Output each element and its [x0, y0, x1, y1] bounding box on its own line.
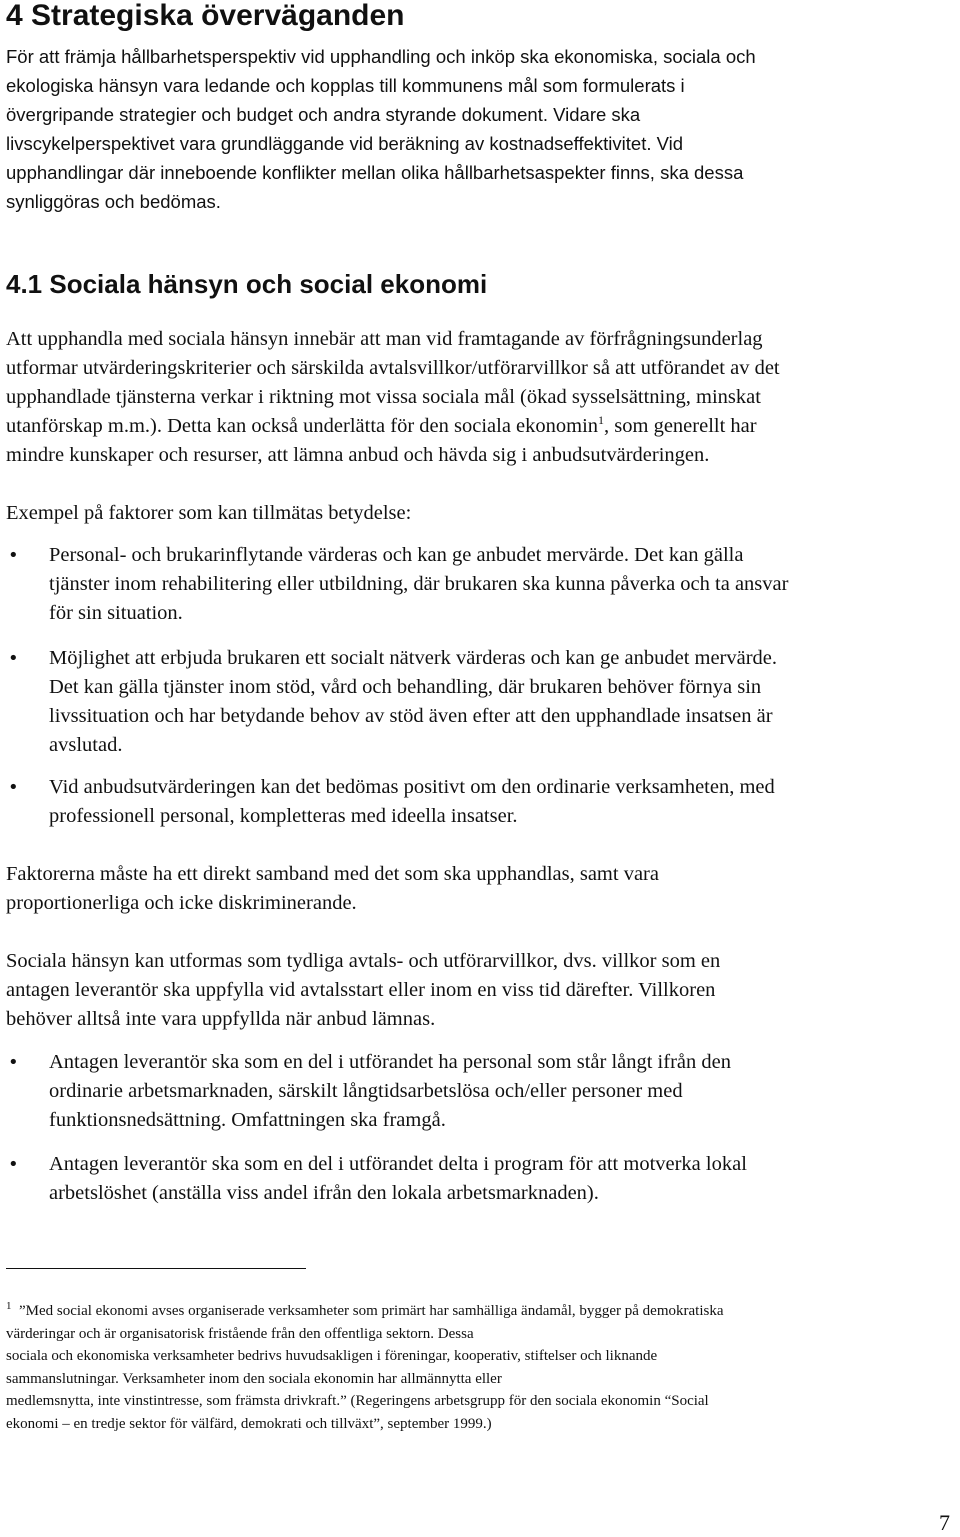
- paragraph-line: antagen leverantör ska uppfylla vid avtalsstart eller inom en viss tid därefter. Villkoren: [6, 979, 716, 1001]
- list-item-line: professionell personal, kompletteras med ideella insatser.: [49, 805, 518, 827]
- intro-paragraph: [6, 42, 952, 216]
- list-item-line: livssituation och har betydande behov av stöd även efter att den upphandlade insatsen är: [49, 705, 773, 727]
- examples-intro: Exempel på faktorer som kan tillmätas betydelse:: [6, 502, 412, 524]
- footnote: [6, 1300, 952, 1435]
- paragraph-line: upphandlade tjänsterna verkar i riktning mot vissa sociala mål (ökad sysselsättning, minskat: [6, 386, 761, 408]
- list-item-line: avslutad.: [49, 734, 123, 756]
- footnote-marker: 1: [6, 1300, 12, 1312]
- paragraph-line: behöver alltså inte vara uppfyllda när anbud lämnas.: [6, 1008, 436, 1030]
- footnote-text: ”Med social ekonomi avses organiserade verksamheter som primärt har samhälliga ändamål, bygger på demokratiska: [19, 1303, 724, 1319]
- footnote-line: sammanslutningar. Verksamheter inom den sociala ekonomin har allmännytta eller: [6, 1370, 502, 1387]
- footnote-line: medlemsnytta, inte vinstintresse, som främsta drivkraft.” (Regeringens arbetsgrupp för den sociala ekonomin “Social: [6, 1393, 709, 1409]
- paragraph-line: Faktorerna måste ha ett direkt samband med det som ska upphandlas, samt vara: [6, 863, 659, 885]
- list-item-line: arbetslöshet (anställa viss andel ifrån den lokala arbetsmarknaden).: [49, 1182, 599, 1204]
- list-item-line: ordinarie arbetsmarknaden, särskilt långtidsarbetslösa och/eller personer med: [49, 1080, 683, 1102]
- list-item-line: funktionsnedsättning. Omfattningen ska framgå.: [49, 1109, 446, 1131]
- page-number: 7: [939, 1510, 950, 1535]
- intro-line: livscykelperspektivet vara grundläggande vid beräkning av kostnadseffektivitet. Vid: [6, 133, 684, 154]
- footnote-divider: [6, 1268, 306, 1269]
- list-item-line: Möjlighet att erbjuda brukaren ett socialt nätverk värderas och kan ge anbudet mervärde.: [49, 647, 778, 669]
- intro-line: För att främja hållbarhetsperspektiv vid upphandling och inköp ska ekonomiska, sociala och: [6, 46, 756, 67]
- paragraph-line: Att upphandla med sociala hänsyn innebär att man vid framtagande av förfrågningsunderlag: [6, 328, 763, 350]
- paragraph-line: proportionerliga och icke diskriminerande.: [6, 892, 357, 914]
- footnote-line: sociala och ekonomiska verksamheter bedrivs huvudsakligen i föreningar, kooperativ, stiftelser och liknande: [6, 1348, 658, 1364]
- factors-paragraph: [6, 860, 952, 918]
- list-item-line: Vid anbudsutvärderingen kan det bedömas positivt om den ordinarie verksamheten, med: [49, 776, 775, 798]
- conditions-paragraph: [6, 947, 952, 1034]
- list-item-line: Det kan gälla tjänster inom stöd, vård och behandling, där brukaren behöver förnya sin: [49, 676, 762, 698]
- paragraph-line: [6, 412, 952, 441]
- section-heading: 4 Strategiska överväganden: [6, 0, 405, 32]
- list-item-line: Personal- och brukarinflytande värderas och kan ge anbudet mervärde. Det kan gälla: [49, 544, 744, 566]
- bullet-icon: •: [8, 648, 19, 669]
- bullet-icon: •: [8, 777, 19, 798]
- paragraph-line: Sociala hänsyn kan utformas som tydliga avtals- och utförarvillkor, dvs. villkor som en: [6, 950, 721, 972]
- paragraph-line: utformar utvärderingskriterier och särskilda avtalsvillkor/utförarvillkor så att utförandet av det: [6, 357, 780, 379]
- footnote-line: [6, 1300, 952, 1323]
- social-paragraph: [6, 325, 952, 470]
- bullet-icon: •: [8, 1154, 19, 1175]
- paragraph-text: utanförskap m.m.). Detta kan också underlätta för den sociala ekonomin: [6, 415, 599, 437]
- list-item-line: Antagen leverantör ska som en del i utförandet delta i program för att motverka lokal: [49, 1153, 747, 1175]
- intro-line: övergripande strategier och budget och andra styrande dokument. Vidare ska: [6, 104, 641, 125]
- intro-line: synliggöras och bedömas.: [6, 191, 221, 212]
- paragraph-text: , som generellt har: [604, 415, 757, 437]
- subsection-heading: 4.1 Sociala hänsyn och social ekonomi: [6, 269, 488, 299]
- footnote-reference[interactable]: 1: [598, 413, 605, 428]
- footnote-line: ekonomi – en tredje sektor för välfärd, demokrati och tillväxt”, september 1999.): [6, 1415, 492, 1432]
- paragraph-line: mindre kunskaper och resurser, att lämna anbud och hävda sig i anbudsutvärderingen.: [6, 444, 710, 466]
- intro-line: upphandlingar där inneboende konflikter mellan olika hållbarhetsaspekter finns, ska dessa: [6, 162, 744, 183]
- bullet-icon: •: [8, 1052, 19, 1073]
- bullet-icon: •: [8, 545, 19, 566]
- footnote-line: värderingar och är organisatorisk fristående från den offentliga sektorn. Dessa: [6, 1325, 474, 1342]
- list-item-line: tjänster inom rehabilitering eller utbildning, där brukaren ska kunna påverka och ta ansvar: [49, 573, 789, 595]
- intro-line: ekologiska hänsyn vara ledande och kopplas till kommunens mål som formulerats i: [6, 75, 685, 96]
- list-item-line: Antagen leverantör ska som en del i utförandet ha personal som står långt ifrån den: [49, 1051, 731, 1073]
- list-item-line: för sin situation.: [49, 602, 183, 624]
